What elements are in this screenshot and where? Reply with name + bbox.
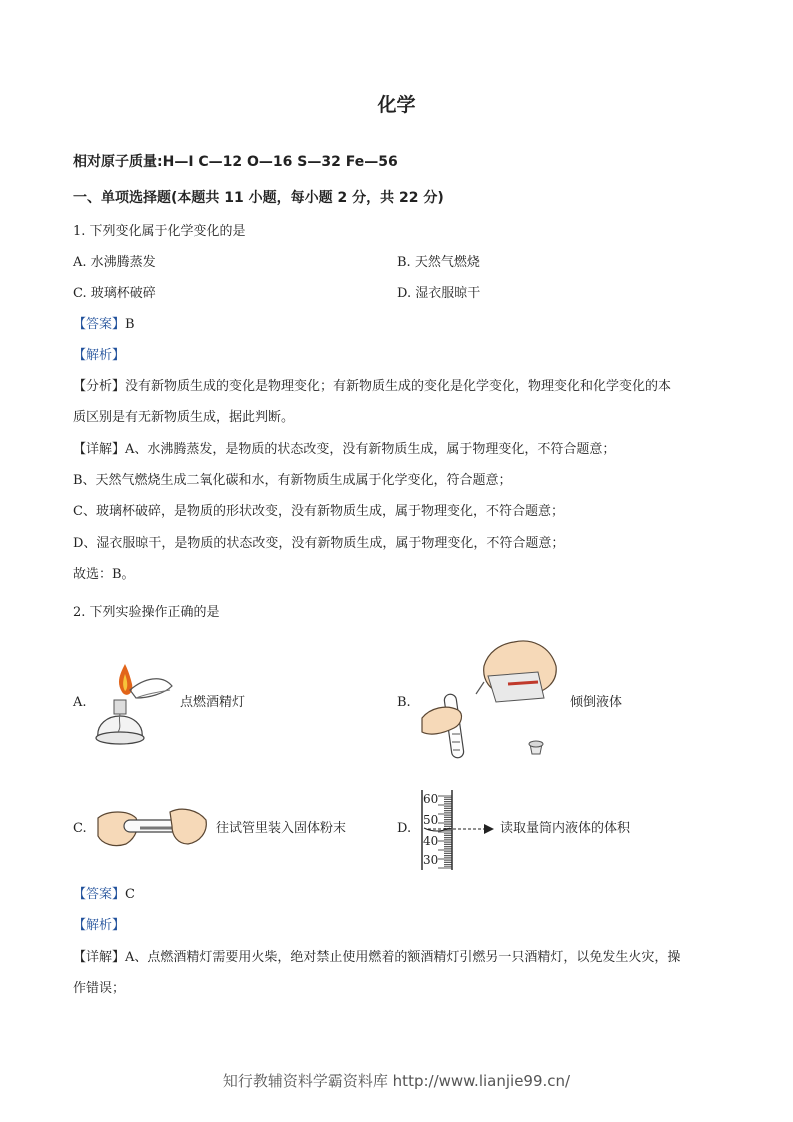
pouring-liquid-illustration (418, 636, 568, 766)
q1-detail-a (73, 441, 615, 459)
q2-analysis-tag (73, 917, 125, 935)
answer-tag: 【答案】 (73, 887, 126, 902)
analysis-tag: 【解析】 (73, 348, 126, 363)
analysis-tag: 【解析】 (73, 918, 126, 933)
q2-option-c-label: 往试管里装入固体粉末 (216, 821, 347, 836)
q1-answer (73, 316, 135, 334)
q2-option-d-label: 读取量筒内液体的体积 (500, 821, 631, 836)
q2-option-a-label: 点燃酒精灯 (180, 695, 246, 710)
q1-option-d: D. 湿衣服晾干 (397, 286, 481, 301)
q1-detail-b: B、天然气燃烧生成二氧化碳和水，有新物质生成属于化学变化，符合题意； (73, 473, 512, 488)
page-title: 化学 (377, 94, 416, 116)
answer-tag: 【答案】 (73, 317, 126, 332)
section-heading: 一、单项选择题(本题共 11 小题，每小题 2 分，共 22 分) (73, 190, 444, 206)
cylinder-tick-40: 40 (423, 834, 439, 848)
detail-a-text: A、水沸腾蒸发，是物质的状态改变，没有新物质生成，属于物理变化，不符合题意； (125, 442, 616, 457)
q1-option-a: A. 水沸腾蒸发 (73, 255, 156, 270)
answer-value: C (125, 887, 135, 902)
eye-icon (484, 824, 494, 834)
question-2-stem: 2. 下列实验操作正确的是 (73, 605, 220, 620)
q1-option-b: B. 天然气燃烧 (397, 255, 480, 270)
q1-detail-d: D、湿衣服晾干，是物质的状态改变，没有新物质生成，属于物理变化，不符合题意； (73, 536, 565, 551)
q1-analysis-tag (73, 347, 125, 365)
detail-tag: 【详解】 (73, 442, 126, 457)
cylinder-tick-60: 60 (423, 792, 439, 806)
q1-fenxi-line-1 (73, 378, 671, 396)
alcohol-lamp-illustration (92, 660, 178, 752)
q1-conclusion: 故选：B。 (73, 567, 135, 582)
answer-value: B (125, 317, 135, 332)
q2-detail-a-line-2: 作错误； (73, 981, 126, 996)
detail-tag: 【详解】 (73, 950, 126, 965)
fenxi-text-1: 没有新物质生成的变化是物理变化；有新物质生成的变化是化学变化，物理变化和化学变化的本 (125, 379, 672, 394)
cylinder-tick-30: 30 (423, 853, 439, 867)
cylinder-tick-50: 50 (423, 813, 439, 827)
q1-option-c: C. 玻璃杯破碎 (73, 286, 156, 301)
q2-option-c-letter: C. (73, 821, 87, 836)
q2-answer (73, 886, 135, 904)
q2-option-d-letter: D. (397, 821, 412, 836)
question-1-stem: 1. 下列变化属于化学变化的是 (73, 224, 246, 239)
q2-option-b-label: 倾倒液体 (570, 695, 623, 710)
q1-detail-c: C、玻璃杯破碎，是物质的形状改变，没有新物质生成，属于物理变化，不符合题意； (73, 504, 564, 519)
detail-a-text-1: A、点燃酒精灯需要用火柴，绝对禁止使用燃着的额酒精灯引燃另一只酒精灯，以免发生火灾，操 (125, 950, 681, 965)
powder-test-tube-illustration (94, 804, 210, 852)
atomic-mass-line: 相对原子质量:H—I C—12 O—16 S—32 Fe—56 (73, 154, 398, 170)
q2-option-b-letter: B. (397, 695, 411, 710)
fenxi-tag: 【分析】 (73, 379, 126, 394)
q2-detail-a-line-1 (73, 949, 680, 967)
footer-watermark: 知行教辅资料学霸资料库 http://www.lianjie99.cn/ (222, 1072, 571, 1090)
q2-option-a-letter: A. (73, 695, 87, 710)
q1-fenxi-line-2: 质区别是有无新物质生成，据此判断。 (73, 410, 295, 425)
